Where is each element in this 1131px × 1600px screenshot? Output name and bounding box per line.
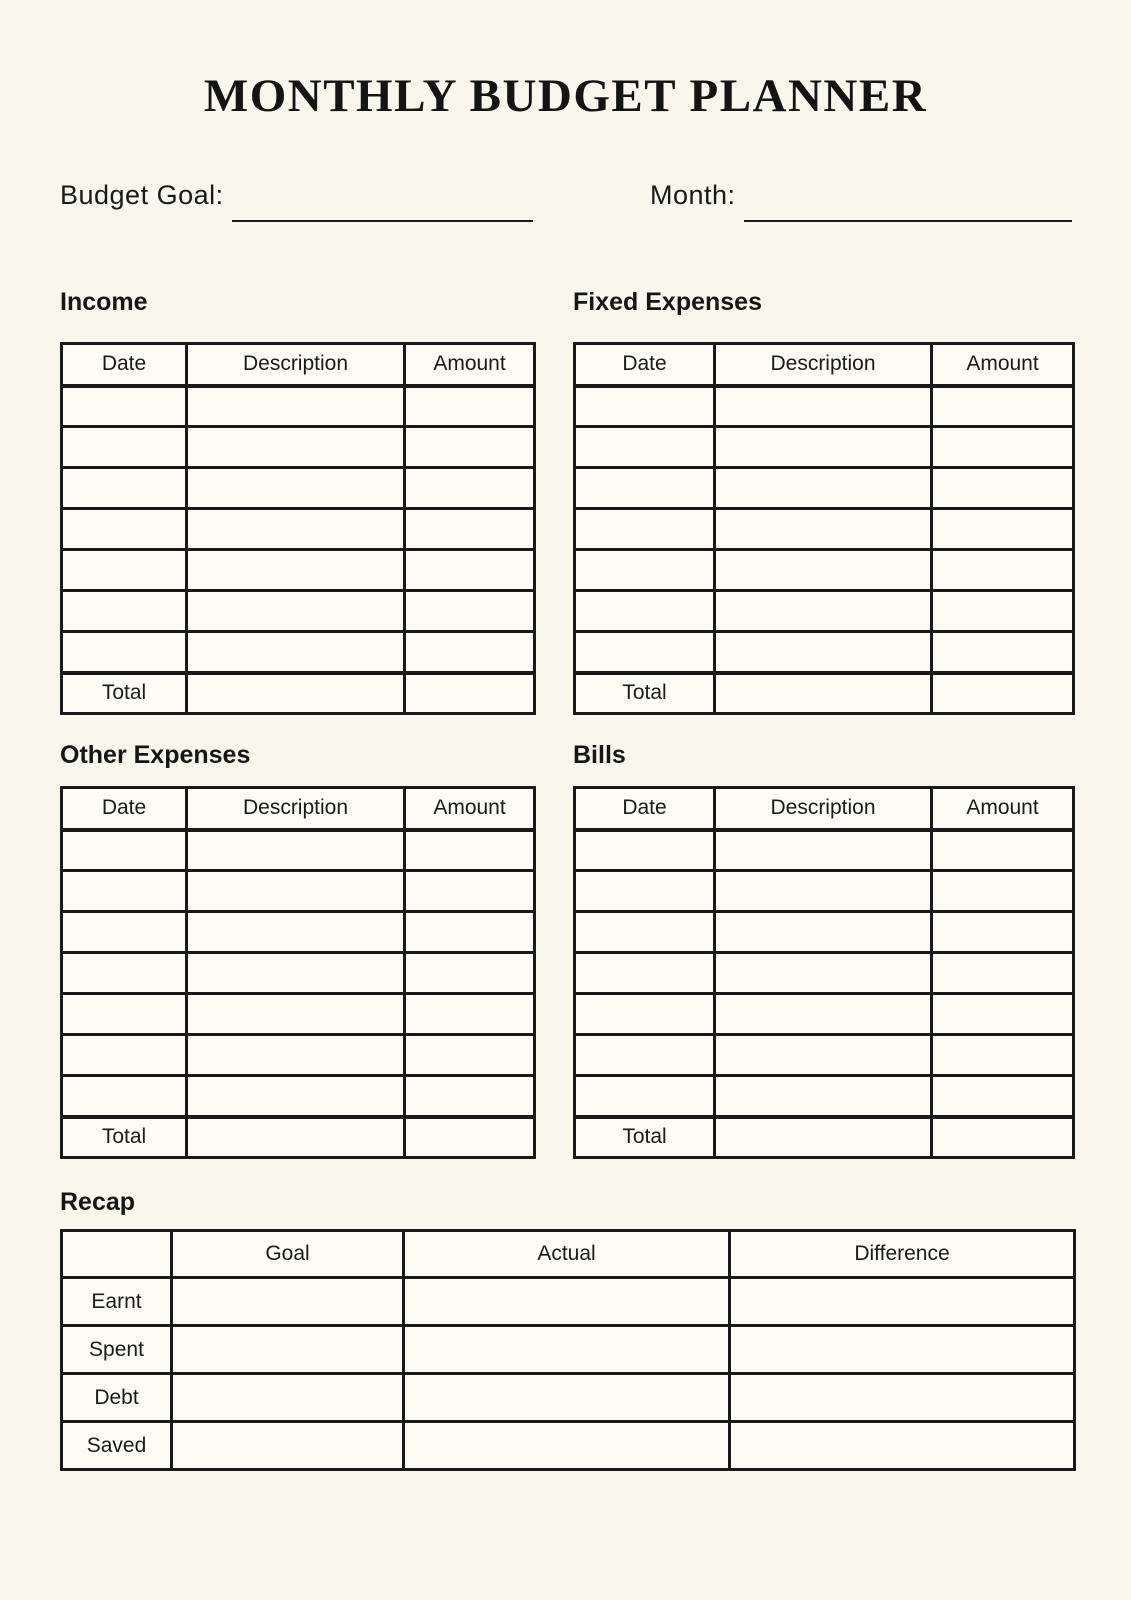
sections-row-2 xyxy=(60,740,1072,1159)
blank-cell-amount[interactable] xyxy=(932,468,1074,509)
ledger-header-row xyxy=(62,344,535,386)
blank-cell-date[interactable] xyxy=(62,830,187,871)
ledger-header-row xyxy=(575,788,1074,830)
blank-row xyxy=(62,550,535,591)
blank-cell-description[interactable] xyxy=(715,591,932,632)
blank-cell-amount[interactable] xyxy=(405,468,535,509)
blank-cell-description[interactable] xyxy=(187,468,405,509)
other-expenses-section-title: Other Expenses xyxy=(60,741,251,769)
blank-cell-amount[interactable] xyxy=(405,386,535,427)
blank-cell-date[interactable] xyxy=(575,1076,715,1117)
blank-row xyxy=(62,994,535,1035)
budget-goal-field xyxy=(60,177,533,222)
description-column-header: Description xyxy=(715,344,932,386)
blank-cell-amount[interactable] xyxy=(932,1076,1074,1117)
recap-cell-goal[interactable] xyxy=(172,1326,404,1374)
blank-row xyxy=(575,871,1074,912)
blank-cell-description[interactable] xyxy=(187,912,405,953)
blank-cell-amount[interactable] xyxy=(405,632,535,673)
blank-row xyxy=(62,953,535,994)
blank-cell-amount[interactable] xyxy=(932,912,1074,953)
blank-cell-description[interactable] xyxy=(715,427,932,468)
blank-cell-date[interactable] xyxy=(62,591,187,632)
blank-row xyxy=(575,912,1074,953)
blank-cell-date[interactable] xyxy=(62,1076,187,1117)
blank-cell-description[interactable] xyxy=(187,1035,405,1076)
blank-row xyxy=(62,912,535,953)
blank-cell-description[interactable] xyxy=(715,994,932,1035)
fixed-expenses-table xyxy=(573,342,1075,715)
blank-cell-date[interactable] xyxy=(575,994,715,1035)
blank-cell-description[interactable] xyxy=(715,953,932,994)
blank-cell-date[interactable] xyxy=(62,632,187,673)
date-column-header: Date xyxy=(575,788,715,830)
recap-header-row xyxy=(62,1231,1075,1278)
blank-cell-amount[interactable] xyxy=(405,994,535,1035)
description-column-header: Description xyxy=(187,344,405,386)
blank-row xyxy=(62,386,535,427)
date-column-header: Date xyxy=(62,344,187,386)
header-fields xyxy=(60,177,1072,222)
blank-row xyxy=(62,1035,535,1076)
recap-section xyxy=(60,1187,1072,1471)
recap-cell-actual[interactable] xyxy=(404,1374,730,1422)
blank-cell-date[interactable] xyxy=(62,871,187,912)
blank-cell-description[interactable] xyxy=(715,550,932,591)
blank-cell-description[interactable] xyxy=(187,994,405,1035)
fixed-expenses-section xyxy=(573,287,1072,715)
blank-cell-date[interactable] xyxy=(575,386,715,427)
blank-cell-amount[interactable] xyxy=(932,550,1074,591)
blank-cell-date[interactable] xyxy=(62,386,187,427)
month-label: Month: xyxy=(650,180,736,210)
total-amount-cell[interactable] xyxy=(405,673,535,714)
blank-row xyxy=(62,591,535,632)
blank-cell-date[interactable] xyxy=(575,830,715,871)
amount-column-header: Amount xyxy=(932,788,1074,830)
blank-cell-date[interactable] xyxy=(575,509,715,550)
month-field xyxy=(573,177,1072,222)
description-column-header: Description xyxy=(187,788,405,830)
amount-column-header: Amount xyxy=(405,788,535,830)
blank-cell-amount[interactable] xyxy=(932,1035,1074,1076)
income-section-title: Income xyxy=(60,288,148,316)
recap-row-label: Debt xyxy=(62,1374,172,1422)
blank-cell-description[interactable] xyxy=(715,1076,932,1117)
blank-cell-description[interactable] xyxy=(187,427,405,468)
blank-row xyxy=(62,632,535,673)
blank-cell-date[interactable] xyxy=(575,632,715,673)
other-expenses-section xyxy=(60,740,533,1159)
bills-table xyxy=(573,786,1075,1159)
fixed-expenses-section-title: Fixed Expenses xyxy=(573,288,762,316)
recap-cell-actual[interactable] xyxy=(404,1326,730,1374)
blank-cell-description[interactable] xyxy=(187,953,405,994)
blank-cell-amount[interactable] xyxy=(932,591,1074,632)
blank-cell-date[interactable] xyxy=(575,953,715,994)
blank-cell-description[interactable] xyxy=(715,1035,932,1076)
blank-cell-date[interactable] xyxy=(62,912,187,953)
income-section xyxy=(60,287,533,715)
total-amount-cell[interactable] xyxy=(405,1117,535,1158)
recap-row-label: Spent xyxy=(62,1326,172,1374)
blank-row xyxy=(575,386,1074,427)
total-row xyxy=(62,1117,535,1158)
total-row xyxy=(575,1117,1074,1158)
blank-cell-amount[interactable] xyxy=(932,632,1074,673)
blank-cell-amount[interactable] xyxy=(932,509,1074,550)
difference-column-header: Difference xyxy=(730,1231,1075,1278)
blank-cell-date[interactable] xyxy=(575,1035,715,1076)
blank-cell-description[interactable] xyxy=(187,632,405,673)
blank-cell-amount[interactable] xyxy=(932,953,1074,994)
blank-row xyxy=(575,427,1074,468)
total-amount-cell[interactable] xyxy=(932,1117,1074,1158)
total-description-cell[interactable] xyxy=(187,1117,405,1158)
page-title: MONTHLY BUDGET PLANNER xyxy=(203,70,928,122)
recap-cell-difference[interactable] xyxy=(730,1326,1075,1374)
budget-goal-label: Budget Goal: xyxy=(60,180,224,210)
amount-column-header: Amount xyxy=(932,344,1074,386)
blank-row xyxy=(575,1035,1074,1076)
recap-row-label: Earnt xyxy=(62,1278,172,1326)
blank-cell-description[interactable] xyxy=(715,871,932,912)
recap-row-debt xyxy=(62,1374,1075,1422)
blank-cell-date[interactable] xyxy=(62,468,187,509)
amount-column-header: Amount xyxy=(405,344,535,386)
blank-row xyxy=(62,1076,535,1117)
blank-row xyxy=(575,994,1074,1035)
blank-cell-date[interactable] xyxy=(62,427,187,468)
recap-row-label: Saved xyxy=(62,1422,172,1470)
goal-column-header: Goal xyxy=(172,1231,404,1278)
blank-cell-date[interactable] xyxy=(62,994,187,1035)
recap-cell-difference[interactable] xyxy=(730,1278,1075,1326)
total-label: Total xyxy=(575,1117,715,1158)
blank-row xyxy=(62,468,535,509)
blank-cell-description[interactable] xyxy=(715,468,932,509)
total-amount-cell[interactable] xyxy=(932,673,1074,714)
blank-cell-amount[interactable] xyxy=(405,912,535,953)
blank-cell-description[interactable] xyxy=(187,386,405,427)
recap-table xyxy=(60,1229,1076,1471)
blank-cell-date[interactable] xyxy=(62,550,187,591)
blank-cell-amount[interactable] xyxy=(405,1035,535,1076)
recap-cell-difference[interactable] xyxy=(730,1374,1075,1422)
blank-cell-amount[interactable] xyxy=(405,591,535,632)
blank-row xyxy=(575,1076,1074,1117)
actual-column-header: Actual xyxy=(404,1231,730,1278)
other-expenses-table xyxy=(60,786,536,1159)
blank-cell-description[interactable] xyxy=(715,386,932,427)
blank-cell-date[interactable] xyxy=(575,468,715,509)
blank-cell-description[interactable] xyxy=(715,830,932,871)
recap-corner-cell xyxy=(62,1231,172,1278)
blank-cell-date[interactable] xyxy=(575,912,715,953)
blank-row xyxy=(575,632,1074,673)
blank-cell-description[interactable] xyxy=(187,550,405,591)
blank-cell-amount[interactable] xyxy=(405,550,535,591)
blank-cell-description[interactable] xyxy=(187,509,405,550)
blank-cell-amount[interactable] xyxy=(405,1076,535,1117)
income-table xyxy=(60,342,536,715)
total-description-cell[interactable] xyxy=(715,673,932,714)
blank-cell-date[interactable] xyxy=(575,550,715,591)
blank-row xyxy=(62,509,535,550)
blank-row xyxy=(575,591,1074,632)
blank-cell-amount[interactable] xyxy=(405,871,535,912)
recap-row-spent xyxy=(62,1326,1075,1374)
blank-cell-description[interactable] xyxy=(715,509,932,550)
total-label: Total xyxy=(62,1117,187,1158)
month-input-line[interactable] xyxy=(744,177,1072,222)
blank-cell-description[interactable] xyxy=(715,632,932,673)
total-row xyxy=(575,673,1074,714)
blank-cell-date[interactable] xyxy=(575,591,715,632)
ledger-header-row xyxy=(62,788,535,830)
budget-goal-input-line[interactable] xyxy=(232,177,533,222)
blank-cell-amount[interactable] xyxy=(405,427,535,468)
blank-cell-description[interactable] xyxy=(715,912,932,953)
blank-row xyxy=(575,953,1074,994)
recap-cell-actual[interactable] xyxy=(404,1422,730,1470)
bills-section xyxy=(573,740,1072,1159)
blank-cell-description[interactable] xyxy=(187,591,405,632)
recap-row-saved xyxy=(62,1422,1075,1470)
recap-row-earnt xyxy=(62,1278,1075,1326)
blank-cell-amount[interactable] xyxy=(932,386,1074,427)
total-description-cell[interactable] xyxy=(187,673,405,714)
blank-row xyxy=(575,830,1074,871)
total-label: Total xyxy=(575,673,715,714)
total-row xyxy=(62,673,535,714)
total-description-cell[interactable] xyxy=(715,1117,932,1158)
blank-cell-date[interactable] xyxy=(62,509,187,550)
ledger-header-row xyxy=(575,344,1074,386)
bills-section-title: Bills xyxy=(573,741,626,769)
blank-cell-description[interactable] xyxy=(187,1076,405,1117)
blank-cell-amount[interactable] xyxy=(405,953,535,994)
description-column-header: Description xyxy=(715,788,932,830)
blank-row xyxy=(575,509,1074,550)
blank-cell-amount[interactable] xyxy=(932,994,1074,1035)
blank-cell-date[interactable] xyxy=(62,953,187,994)
blank-cell-amount[interactable] xyxy=(932,427,1074,468)
recap-cell-goal[interactable] xyxy=(172,1374,404,1422)
blank-row xyxy=(62,871,535,912)
recap-section-title: Recap xyxy=(60,1188,136,1216)
blank-cell-date[interactable] xyxy=(62,1035,187,1076)
date-column-header: Date xyxy=(575,344,715,386)
total-label: Total xyxy=(62,673,187,714)
blank-row xyxy=(62,830,535,871)
blank-row xyxy=(575,550,1074,591)
blank-cell-date[interactable] xyxy=(575,427,715,468)
recap-cell-difference[interactable] xyxy=(730,1422,1075,1470)
date-column-header: Date xyxy=(62,788,187,830)
blank-row xyxy=(575,468,1074,509)
blank-cell-amount[interactable] xyxy=(405,509,535,550)
blank-cell-date[interactable] xyxy=(575,871,715,912)
blank-cell-description[interactable] xyxy=(187,871,405,912)
blank-cell-amount[interactable] xyxy=(932,871,1074,912)
blank-cell-amount[interactable] xyxy=(932,830,1074,871)
blank-cell-amount[interactable] xyxy=(405,830,535,871)
blank-row xyxy=(62,427,535,468)
blank-cell-description[interactable] xyxy=(187,830,405,871)
recap-cell-actual[interactable] xyxy=(404,1278,730,1326)
recap-cell-goal[interactable] xyxy=(172,1422,404,1470)
sections-row-1 xyxy=(60,287,1072,715)
recap-cell-goal[interactable] xyxy=(172,1278,404,1326)
